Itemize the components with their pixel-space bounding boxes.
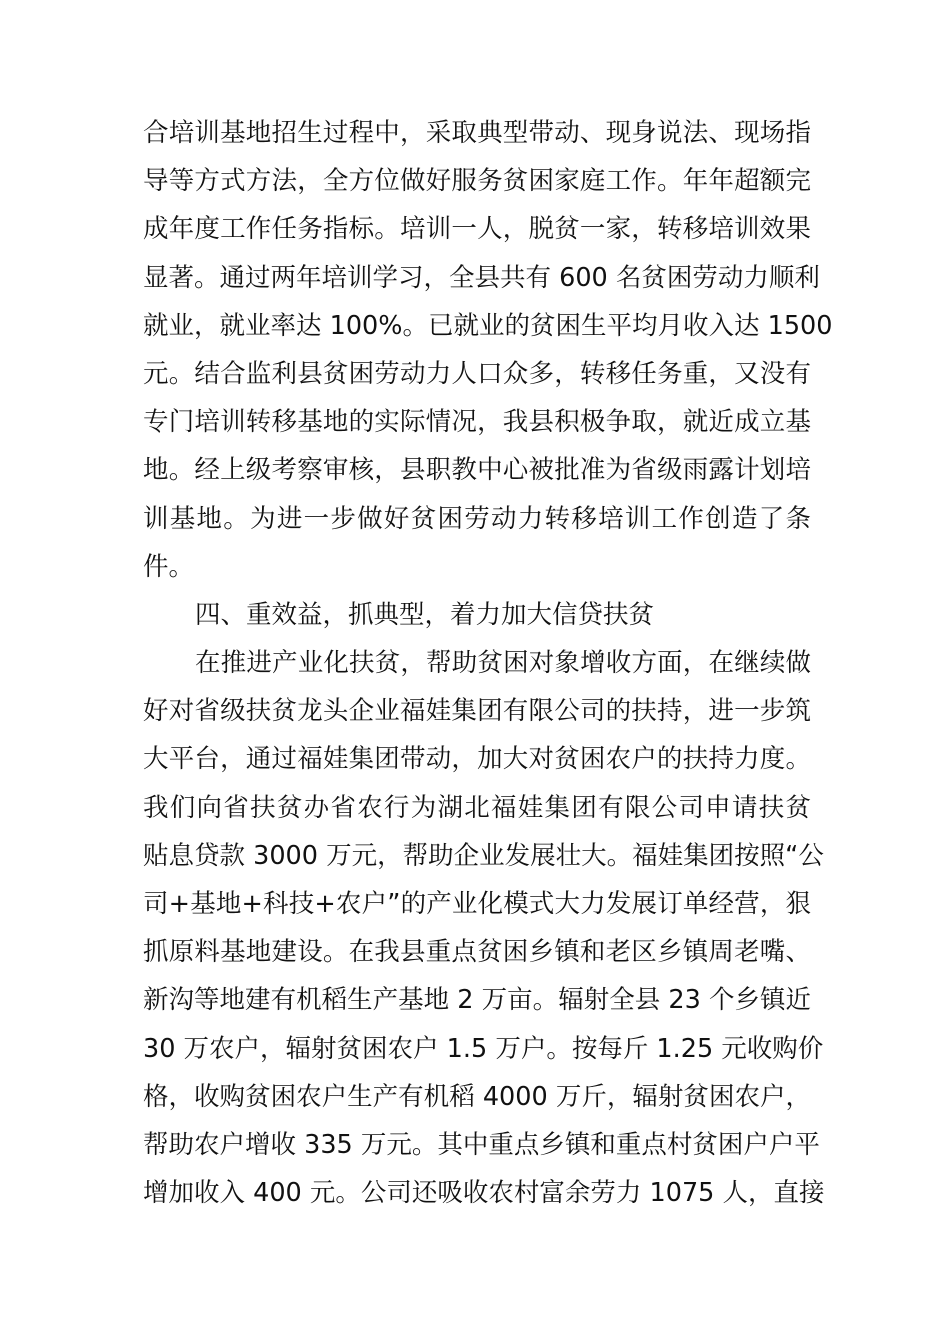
body-text-line: 新沟等地建有机稻生产基地 2 万亩。辐射全县 23 个乡镇近 — [143, 985, 811, 1016]
body-text-line: 我们向省扶贫办省农行为湖北福娃集团有限公司申请扶贫 — [143, 792, 811, 823]
body-text-line: 合培训基地招生过程中，采取典型带动、现身说法、现场指 — [143, 118, 811, 148]
body-text-line: 大平台，通过福娃集团带动，加大对贫困农户的扶持力度。 — [143, 744, 811, 775]
document-body — [143, 109, 833, 1217]
body-text-line: 增加收入 400 元。公司还吸收农村富余劳力 1075 人，直接 — [143, 1178, 825, 1209]
body-text-line: 训基地。为进一步做好贫困劳动力转移培训工作创造了条 — [143, 503, 811, 534]
body-text-line: 件。 — [143, 551, 195, 582]
body-text-line: 抓原料基地建设。在我县重点贫困乡镇和老区乡镇周老嘴、 — [143, 937, 811, 968]
body-text-line: 地。经上级考察审核，县职教中心被批准为省级雨露计划培 — [143, 455, 811, 486]
body-text-line: 好对省级扶贫龙头企业福娃集团有限公司的扶持，进一步筑 — [143, 696, 811, 727]
section-heading: 四、重效益，抓典型，着力加大信贷扶贫 — [195, 599, 655, 630]
body-text-line: 元。结合监利县贫困劳动力人口众多，转移任务重，又没有 — [143, 358, 811, 389]
body-text-line: 30 万农户，辐射贫困农户 1.5 万户。按每斤 1.25 元收购价 — [143, 1033, 824, 1064]
body-text-line: 司+基地+科技+农户”的产业化模式大力发展订单经营，狠 — [143, 889, 811, 919]
body-text-line: 贴息贷款 3000 万元，帮助企业发展壮大。福娃集团按照“公 — [143, 840, 824, 871]
body-text-line: 成年度工作任务指标。培训一人，脱贫一家，转移培训效果 — [143, 214, 811, 245]
body-text-line: 在推进产业化扶贫，帮助贫困对象增收方面，在继续做 — [195, 648, 811, 679]
body-text-line: 就业，就业率达 100%。已就业的贫困生平均月收入达 1500 — [143, 310, 833, 341]
body-text-line: 专门培训转移基地的实际情况，我县积极争取，就近成立基 — [143, 407, 811, 438]
body-text-line: 格，收购贫困农户生产有机稻 4000 万斤，辐射贫困农户， — [143, 1081, 811, 1112]
body-text-line: 显著。通过两年培训学习，全县共有 600 名贫困劳动力顺利 — [143, 262, 820, 293]
body-text-line: 导等方式方法，全方位做好服务贫困家庭工作。年年超额完 — [143, 166, 811, 197]
body-text-line: 帮助农户增收 335 万元。其中重点乡镇和重点村贫困户户平 — [143, 1129, 820, 1160]
